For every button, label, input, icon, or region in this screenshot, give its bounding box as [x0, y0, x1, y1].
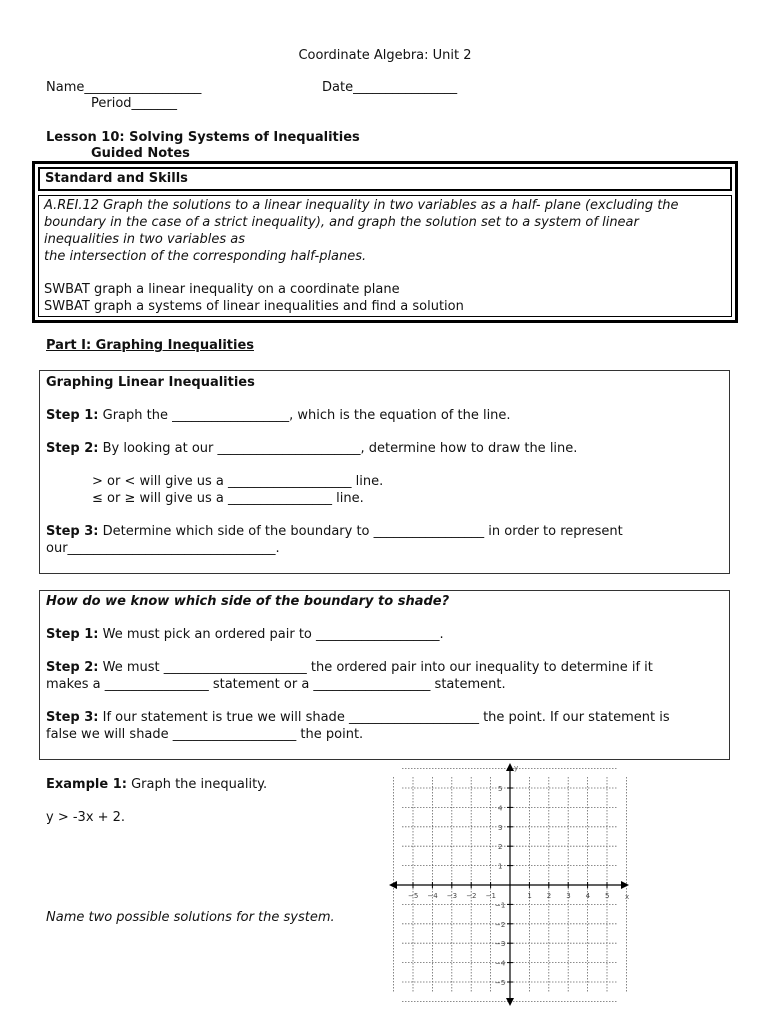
step-text: By looking at our ______________________, determine how to draw the line.: [98, 441, 578, 456]
strict-inequality-rule: > or < will give us a ___________________ line.: [92, 474, 384, 489]
date-field[interactable]: Date________________: [322, 80, 458, 95]
y-tick-label: −3: [495, 940, 506, 949]
standards-box: [32, 161, 738, 323]
step-label: Step 3:: [46, 710, 99, 725]
period-field[interactable]: Period_______: [91, 96, 178, 111]
x-tick-label: 4: [585, 892, 591, 900]
y-axis-label: y: [514, 764, 519, 772]
example1-inequality: y > -3x + 2.: [46, 810, 126, 825]
x-tick-label: 5: [605, 892, 610, 900]
worksheet-title: Coordinate Algebra: Unit 2: [298, 48, 472, 63]
y-tick-label: 3: [498, 823, 503, 832]
x-tick-label: −2: [466, 892, 477, 900]
standards-content-box: [38, 195, 732, 317]
standard-line: boundary in the case of a strict inequality), and graph the solution set to a system of linear: [44, 215, 639, 230]
y-tick-label: −5: [495, 979, 506, 987]
box2-step3-cont: false we will shade ___________________ the point.: [46, 727, 364, 742]
lesson-title: Lesson 10: Solving Systems of Inequalities: [46, 130, 360, 145]
y-tick-label: −2: [495, 920, 506, 929]
graphing-steps-box: [39, 370, 730, 574]
step-text: If our statement is true we will shade ____________________ the point. If our statement is: [98, 710, 670, 725]
step-text: We must ______________________ the ordered pair into our inequality to determine if it: [98, 660, 653, 675]
y-tick-label: 5: [498, 785, 503, 793]
box2-step1: [46, 626, 723, 643]
y-tick-label: 2: [498, 843, 503, 852]
step-label: Step 1:: [46, 627, 99, 642]
x-tick-label: −4: [427, 892, 438, 900]
box2-step2: [46, 659, 723, 676]
box2-step2-cont: makes a ________________ statement or a __________________ statement.: [46, 677, 506, 692]
skill-1: SWBAT graph a linear inequality on a coordinate plane: [44, 282, 400, 297]
x-tick-label: 3: [566, 892, 571, 900]
lesson-subtitle: Guided Notes: [91, 146, 190, 161]
example1-instruction: [46, 777, 267, 792]
standard-line: the intersection of the corresponding half-planes.: [44, 249, 367, 264]
box1-heading: Graphing Linear Inequalities: [46, 375, 255, 390]
x-axis-arrow-right: [621, 881, 629, 889]
part1-heading: Part I: Graphing Inequalities: [46, 338, 254, 353]
y-tick-label: 1: [498, 862, 503, 871]
standard-line: A.REI.12 Graph the solutions to a linear inequality in two variables as a half- plane (excluding the: [44, 198, 679, 213]
shading-steps-box: [39, 590, 730, 760]
x-axis-label: x: [625, 893, 630, 901]
example-label: Example 1:: [46, 777, 127, 792]
box1-step3-cont: our________________________________.: [46, 541, 280, 556]
x-tick-label: −5: [408, 892, 419, 900]
name-field[interactable]: Name__________________: [46, 80, 202, 95]
box1-step3: [46, 523, 723, 540]
step-label: Step 1:: [46, 408, 99, 423]
box1-step1: [46, 407, 723, 424]
y-tick-label: −1: [495, 901, 506, 910]
standards-heading-box: [38, 167, 732, 191]
x-tick-label: 2: [546, 892, 552, 900]
step-label: Step 3:: [46, 524, 99, 539]
y-axis-arrow-down: [506, 998, 514, 1006]
step-text: Graph the __________________, which is the equation of the line.: [98, 408, 511, 423]
step-text: Determine which side of the boundary to _________________ in order to represent: [98, 524, 623, 539]
standard-line: inequalities in two variables as: [44, 232, 246, 247]
x-tick-label: −1: [485, 892, 496, 900]
box2-step3: [46, 709, 723, 726]
example1-prompt: Name two possible solutions for the system.: [46, 910, 335, 925]
box2-heading: How do we know which side of the boundary to shade?: [46, 594, 450, 609]
example-text: Graph the inequality.: [126, 777, 268, 792]
x-tick-label: −3: [446, 892, 458, 900]
y-tick-label: −4: [495, 959, 506, 968]
box1-step2: [46, 440, 723, 457]
standards-heading: Standard and Skills: [45, 171, 188, 186]
y-axis-arrow-up: [506, 763, 514, 771]
skill-2: SWBAT graph a systems of linear inequalities and find a solution: [44, 299, 464, 314]
x-tick-label: 1: [527, 892, 532, 900]
y-tick-label: 4: [498, 804, 503, 813]
coordinate-grid[interactable]: [385, 760, 635, 1010]
step-label: Step 2:: [46, 441, 99, 456]
x-axis-arrow-left: [389, 881, 397, 889]
nonstrict-inequality-rule: ≤ or ≥ will give us a ________________ line.: [92, 491, 364, 506]
step-text: We must pick an ordered pair to ___________________.: [98, 627, 444, 642]
step-label: Step 2:: [46, 660, 99, 675]
